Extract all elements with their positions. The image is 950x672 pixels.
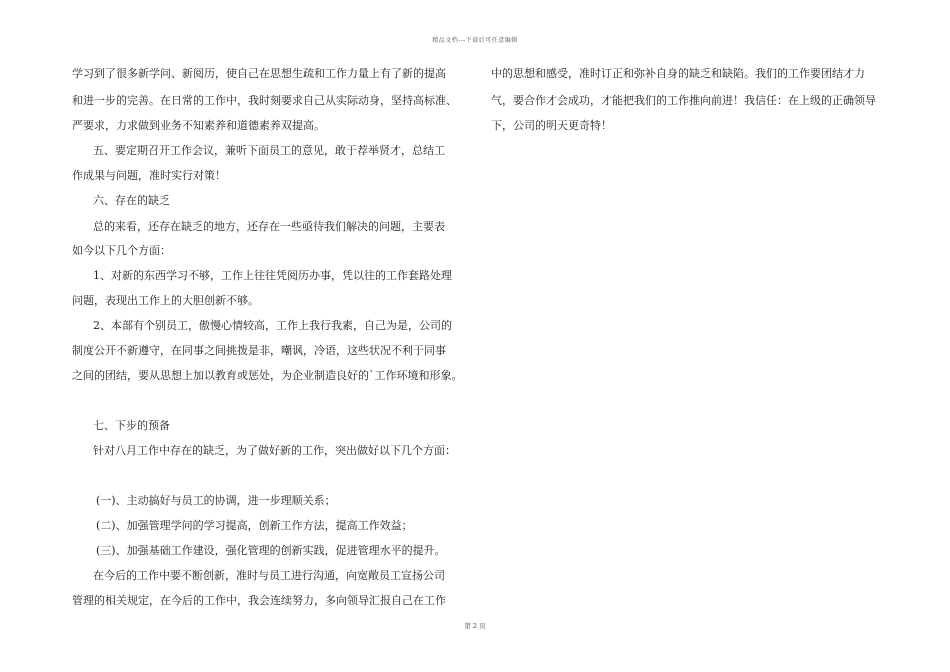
list-item-2: 2、本部有个别员工，傲慢心情较高，工作上我行我素，自己为是，公司的 [93,319,452,332]
text-line: 作成果与问题，准时实行对策！ [72,169,226,182]
text-line: 管理的相关规定，在今后的工作中，我会连续努力，多向领导汇报自己在工作 [72,594,446,607]
text-line: 总的来看，还存在缺乏的地方，还存在一些亟待我们解决的问题，主要表 [93,220,445,233]
paragraph-five-heading: 五、要定期召开工作会议，兼听下面员工的意见，敢于荐举贤才，总结工 [93,144,445,157]
text-line: 如今以下几个方面： [72,244,171,257]
page-header: 精品文档---下载后可任意编辑 [432,37,518,44]
text-line: 中的思想和感受，准时订正和弥补自身的缺乏和缺陷。我们的工作要团结才力 [491,67,865,80]
section-seven-heading: 七、下步的预备 [93,419,170,432]
list-item-yi: (一)、主动搞好与员工的协调，进一步理顺关系； [96,494,336,507]
page-number: 第 2 页 [464,622,486,630]
text-line: 针对八月工作中存在的缺乏，为了做好新的工作，突出做好以下几个方面： [93,444,456,457]
text-line: 问题，表现出工作上的大胆创新不够。 [72,294,259,307]
text-line: 在今后的工作中要不断创新，准时与员工进行沟通，向宽敞员工宣扬公司 [93,569,445,582]
text-line: 严要求，力求做到业务不知素养和道德素养双提高。 [72,119,325,132]
text-line: 和进一步的完善。在日常的工作中，我时刻要求自己从实际动身，坚持高标准、 [72,94,457,107]
text-line: 学习到了很多新学问、新阅历，使自己在思想生疏和工作力量上有了新的提高 [72,67,446,80]
list-item-san: (三)、加强基础工作建设，强化管理的创新实践，促进管理水平的提升。 [96,544,446,557]
text-line: 制度公开不新遵守，在同事之间挑拨是非，嘲讽，冷语，这些状况不利于同事 [72,344,446,357]
text-line: 气，要合作才会成功，才能把我们的工作推向前进！我信任：在上级的正确领导 [491,94,876,107]
text-line: 之间的团结，要从思想上加以教育或惩处，为企业制造良好的`工作环境和形象。 [72,369,463,382]
list-item-1: 1、对新的东西学习不够，工作上往往凭阅历办事，凭以往的工作套路处理 [93,269,452,282]
list-item-er: (二)、加强管理学问的学习提高，创新工作方法，提高工作效益； [96,519,413,532]
section-six-heading: 六、存在的缺乏 [93,194,170,207]
text-line: 下，公司的明天更奇特！ [491,119,612,132]
